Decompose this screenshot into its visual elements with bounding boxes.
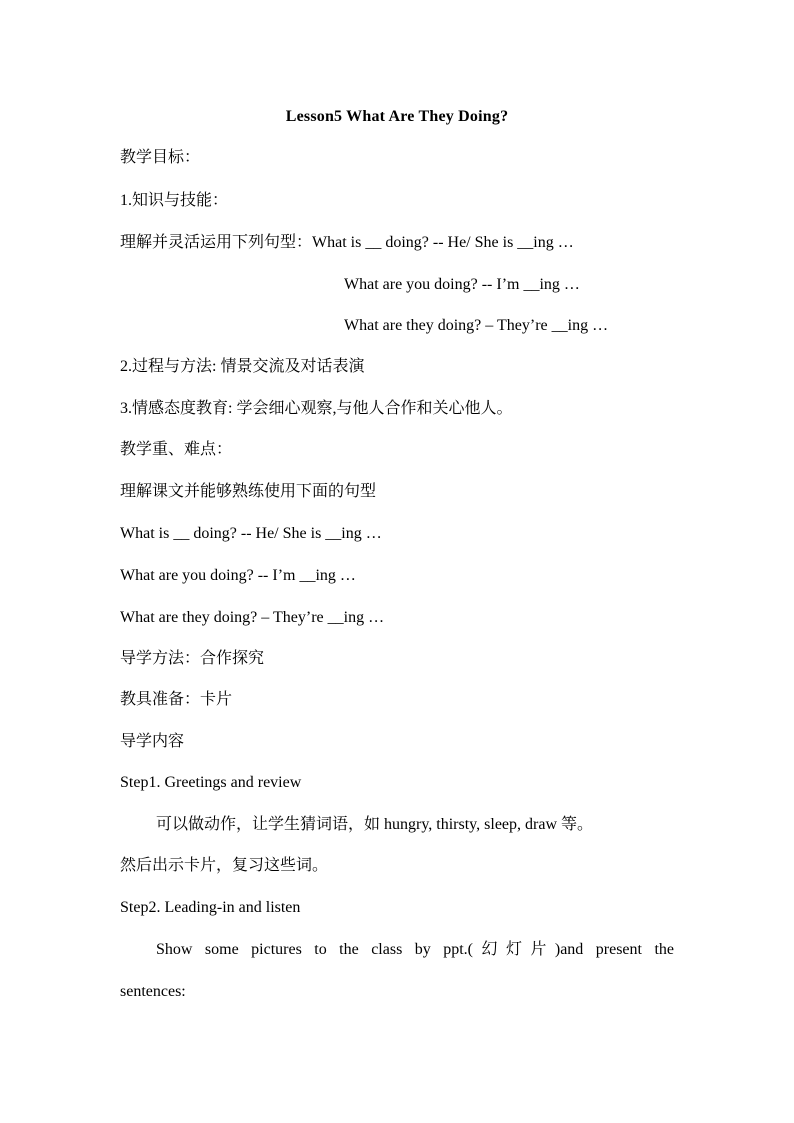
section-heading-key-points: 教学重、难点： bbox=[120, 441, 233, 458]
section-heading-materials: 教具准备：卡片 bbox=[120, 691, 233, 708]
page-title: Lesson5 What Are They Doing? bbox=[285, 108, 509, 125]
paragraph-text: 可以做动作，让学生猜词语，如 hungry, thirsty, sleep, draw 等。 bbox=[156, 816, 594, 833]
sentence-pattern-line: 理解并灵活运用下列句型：What is __ doing? -- He/ She is __ing … bbox=[120, 234, 574, 251]
paragraph-text: 理解课文并能够熟练使用下面的句型 bbox=[120, 483, 377, 500]
sentence-pattern-line: What are you doing? -- I’m __ing … bbox=[120, 567, 356, 584]
section-heading-method: 导学方法：合作探究 bbox=[120, 650, 265, 667]
step-heading: Step1. Greetings and review bbox=[120, 774, 302, 791]
paragraph-text: Show some pictures to the class by ppt.(幻灯片)and present the bbox=[156, 941, 674, 958]
section-heading-content: 导学内容 bbox=[120, 733, 185, 750]
sentence-pattern-line: What is __ doing? -- He/ She is __ing … bbox=[120, 525, 382, 542]
subheading-process-method: 2.过程与方法: 情景交流及对话表演 bbox=[120, 358, 365, 375]
section-heading-objectives: 教学目标： bbox=[120, 149, 201, 166]
subheading-knowledge-skills: 1.知识与技能： bbox=[120, 192, 229, 209]
paragraph-text: sentences: bbox=[120, 983, 186, 1000]
step-heading: Step2. Leading-in and listen bbox=[120, 899, 301, 916]
sentence-pattern-line: What are they doing? – They’re __ing … bbox=[344, 317, 609, 334]
sentence-pattern-line: What are you doing? -- I’m __ing … bbox=[344, 276, 580, 293]
paragraph-text: 然后出示卡片，复习这些词。 bbox=[120, 857, 329, 874]
subheading-emotional-education: 3.情感态度教育: 学会细心观察,与他人合作和关心他人。 bbox=[120, 400, 513, 417]
sentence-pattern-line: What are they doing? – They’re __ing … bbox=[120, 609, 385, 626]
